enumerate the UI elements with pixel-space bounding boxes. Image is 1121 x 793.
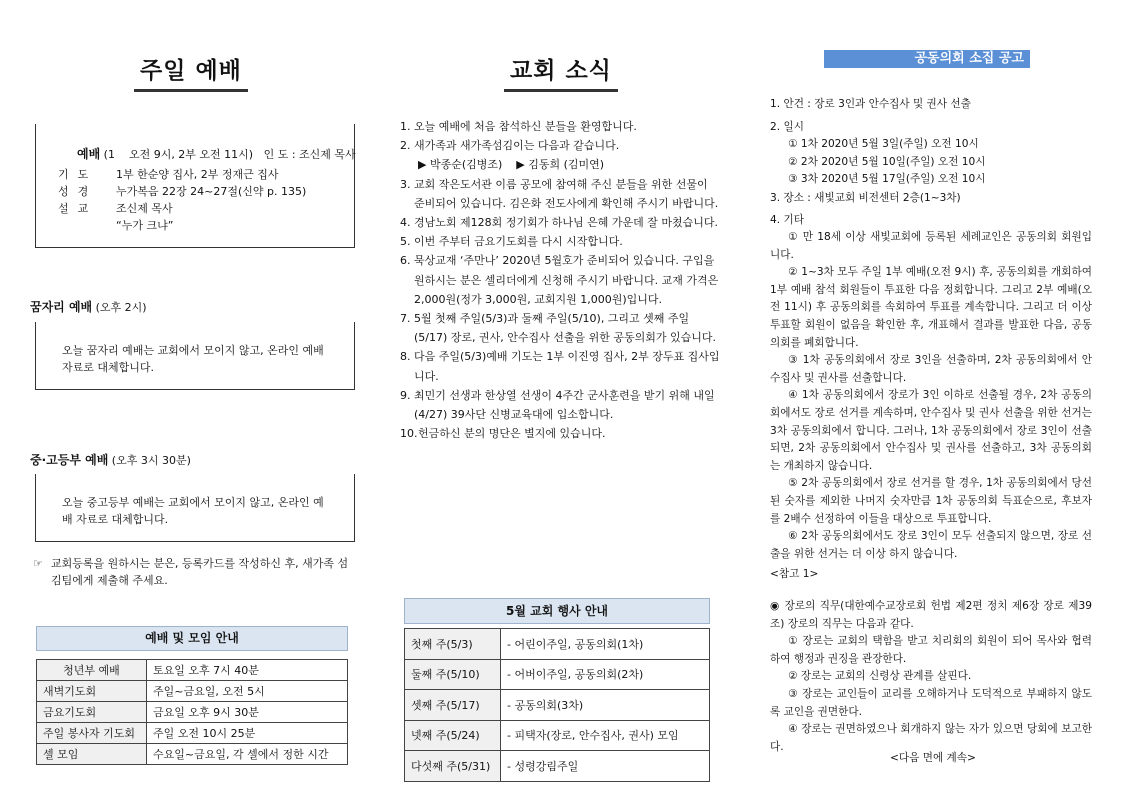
worship-title-text: 주일 예배 [140, 58, 242, 84]
item-number: 10. [400, 427, 418, 441]
worship-box [35, 124, 355, 248]
event-desc: - 어린이주일, 공동의회(1차) [501, 629, 710, 660]
notice-title: 공동의회 소집 공고 [914, 51, 1024, 66]
row-value: 조신제 목사 [116, 202, 173, 215]
news-title [510, 52, 612, 85]
event-desc: - 성령강림주일 [501, 751, 710, 782]
title-underline [134, 89, 248, 92]
list-item [400, 347, 720, 385]
meeting-name: 셀 모임 [37, 744, 147, 765]
table-row [37, 702, 348, 723]
kkumjari-name: 꿈자리 예배 [30, 300, 93, 314]
list-item: ① 만 18세 이상 새빛교회에 등록된 세례교인은 공동의회 회원입니다. [770, 231, 1092, 261]
row-key: 설교 [58, 202, 98, 215]
youth-name: 중·고등부 예배 [30, 453, 109, 467]
item-text: 5월 첫째 주일(5/3)과 둘째 주일(5/10), 그리고 셋째 주일(5/17) 장로, 권사, 안수집사 선출을 위한 공동의회가 있습니다. [414, 312, 717, 345]
table-row [37, 723, 348, 744]
item-number [400, 155, 414, 174]
item-text: 오늘 예배에 처음 참석하신 분들을 환영합니다. [414, 120, 637, 133]
item-text: 이번 주부터 금요기도회를 다시 시작합니다. [414, 235, 623, 249]
item-number: 4. [400, 216, 411, 230]
worship-row-sermon-title [58, 217, 348, 234]
kkumjari-text: 오늘 꿈자리 예배는 교회에서 모이지 않고, 온라인 예배 자료로 대체합니다. [62, 344, 324, 374]
events-table [404, 628, 710, 782]
worship-row-prayer [58, 166, 348, 183]
item-text: 새가족과 새가족섬김이는 다음과 같습니다. [414, 139, 620, 153]
table-row [405, 629, 710, 660]
event-desc: - 공동의회(3차) [501, 690, 710, 721]
list-item [400, 232, 720, 251]
item-text: ▶ 박종순(김병조) ▶ 김동희 (김미연) [418, 158, 605, 172]
row-value: 1부 한순양 집사, 2부 정재근 집사 [116, 168, 279, 181]
list-item [400, 386, 720, 424]
list-item: ② 1~3차 모두 주일 1부 예배(오전 9시) 후, 공동의회를 개회하여 1부 예배 참석 회원들이 투표한 다음 정회합니다. 그리고 2부 예배(오전 11시) 후 공동의회를 속회하여 투표를 계속합니다. 그리고 더 이상 투표할 회원이 없음을 확인한 후, 개표해서 결과를 발표한 다음, 공동의회를 폐회합니다. [770, 266, 1092, 349]
meeting-name: 청년부 예배 [37, 660, 147, 681]
youth-head [30, 451, 191, 468]
table-row [405, 659, 710, 690]
youth-time: (오후 3시 30분) [108, 454, 191, 467]
etc-list [770, 229, 1092, 563]
list-item [400, 155, 720, 174]
item-text: 다음 주일(5/3)예배 기도는 1부 이진영 집사, 2부 장두표 집사입니다. [414, 350, 720, 383]
event-week: 둘째 주(5/10) [405, 659, 501, 690]
item-number: 1. [400, 120, 411, 133]
table-row [37, 681, 348, 702]
schedule-head: 2. 일시 [770, 121, 804, 133]
item-number: 9. [400, 388, 411, 402]
table-row [37, 744, 348, 765]
list-item: ① 장로는 교회의 택함을 받고 치리회의 회원이 되어 목사와 협력하여 행정과 권징을 관장한다. [770, 635, 1092, 665]
meeting-name: 주일 봉사자 기도회 [37, 723, 147, 744]
news-list [400, 117, 720, 443]
reference-body [770, 598, 1092, 756]
list-item: ③ 3차 2020년 5월 17일(주일) 오전 10시 [788, 173, 986, 186]
kkumjari-time: (오후 2시) [92, 301, 147, 314]
event-desc: - 피택자(장로, 안수집사, 권사) 모임 [501, 720, 710, 751]
meeting-name: 금요기도회 [37, 702, 147, 723]
meeting-time: 주일 오전 10시 25분 [147, 723, 348, 744]
meeting-time: 토요일 오후 7시 40분 [147, 660, 348, 681]
meeting-time: 금요일 오후 9시 30분 [147, 702, 348, 723]
worship-row-sermon [58, 200, 348, 217]
item-number: 3. [400, 177, 411, 191]
list-item: ③ 1차 공동의회에서 장로 3인을 선출하며, 2차 공동의회에서 안수집사 및 권사를 선출합니다. [770, 354, 1092, 384]
reference-head: ◉ 장로의 직무(대한예수교장로회 헌법 제2편 정치 제6장 장로 제39조) 장로의 직무는 다음과 같다. [770, 600, 1092, 630]
item-number: 2. [400, 139, 411, 153]
list-item [400, 175, 720, 213]
list-item: ② 장로는 교회의 신령상 관계를 살핀다. [788, 670, 972, 683]
place: 3. 장소 : 새빛교회 비전센터 2층(1~3차) [770, 192, 961, 204]
table-row [37, 660, 348, 681]
row-value: “누가 크냐” [116, 219, 174, 232]
meetings-table [36, 659, 348, 765]
list-item [400, 424, 720, 443]
list-item: ④ 장로는 권면하였으나 회개하지 않는 자가 있으면 당회에 보고한다. [770, 723, 1092, 753]
list-item [400, 136, 720, 155]
worship-head-label: 예배 [76, 147, 101, 161]
kkumjari-head [30, 298, 147, 315]
item-text: 경남노회 제128회 정기회가 하나님 은혜 가운데 잘 마쳤습니다. [414, 216, 718, 230]
worship-rows [58, 166, 348, 234]
list-item [400, 117, 720, 136]
pointer-icon: ☞ [33, 557, 43, 570]
registration-note-text: 교회등록을 원하시는 분은, 등록카드를 작성하신 후, 새가족 섬김팀에게 제출해 주세요. [51, 557, 349, 587]
table-row [405, 690, 710, 721]
title-underline [504, 89, 618, 92]
item-text: 묵상교재 ‘주만나’ 2020년 5월호가 준비되어 있습니다. 구입을 원하시는 분은 셀리더에게 신청해 주시기 바랍니다. 교재 가격은 2,000원(정가 3,000원, 교회지원 1,000원)입니다. [414, 254, 719, 306]
item-text: 교회 작은도서관 이름 공모에 참여해 주신 분들을 위한 선물이 준비되어 있습니다. 김은화 전도사에게 확인해 주시기 바랍니다. [414, 177, 719, 210]
meetings-title: 예배 및 모임 안내 [36, 626, 348, 651]
notice-title-bar [824, 50, 1030, 68]
list-item: ⑥ 2차 공동의회에서도 장로 3인이 모두 선출되지 않으면, 장로 선출을 위한 선거는 더 이상 하지 않습니다. [770, 530, 1092, 560]
row-key: 성경 [58, 185, 98, 198]
item-text: 헌금하신 분의 명단은 별지에 있습니다. [418, 427, 606, 441]
list-item: ⑤ 2차 공동의회에서 장로 선거를 할 경우, 1차 공동의회에서 당선된 숫자를 제외한 나머지 숫자만큼 1차 공동의회 득표순으로, 후보자를 2배수 선정하여 이들을 대상으로 투표합니다. [770, 477, 1092, 525]
event-week: 첫째 주(5/3) [405, 629, 501, 660]
agenda: 1. 안건 : 장로 3인과 안수집사 및 권사 선출 [770, 98, 971, 110]
news-title-text: 교회 소식 [510, 58, 612, 84]
row-value: 누가복음 22장 24~27절(신약 p. 135) [116, 185, 307, 198]
schedule-list [788, 136, 1110, 189]
event-desc: - 어버이주일, 공동의회(2차) [501, 659, 710, 690]
item-number: 6. [400, 254, 411, 268]
event-week: 다섯째 주(5/31) [405, 751, 501, 782]
event-week: 넷째 주(5/24) [405, 720, 501, 751]
kkumjari-box [35, 322, 355, 390]
event-week: 셋째 주(5/17) [405, 690, 501, 721]
item-number: 5. [400, 235, 411, 249]
worship-head-detail: (1 오전 9시, 2부 오전 11시) 인 도 : 조신제 목사 [100, 148, 356, 161]
youth-box [35, 474, 355, 542]
registration-note [33, 555, 353, 589]
item-text: 최민기 선생과 한상열 선생이 4주간 군사훈련을 받기 위해 내일(4/27) 39사단 신병교육대에 입소합니다. [414, 388, 715, 422]
meeting-time: 주일~금요일, 오전 5시 [147, 681, 348, 702]
list-item: ③ 장로는 교인들이 교리를 오해하거나 도덕적으로 부패하지 않도록 교인을 권면한다. [770, 687, 1092, 718]
row-key: 기도 [58, 168, 98, 181]
table-row [405, 751, 710, 782]
list-item [400, 213, 720, 232]
etc-head: 4. 기타 [770, 214, 804, 226]
row-key [58, 217, 116, 234]
list-item: ② 2차 2020년 5월 10일(주일) 오전 10시 [788, 155, 986, 168]
worship-row-scripture [58, 183, 348, 200]
item-number: 8. [400, 350, 411, 364]
list-item: ④ 1차 공동의회에서 장로가 3인 이하로 선출될 경우, 2차 공동의회에서도 장로 선거를 계속하며, 안수집사 및 권사 선출을 위한 선거는 3차 공동의회에서 합니다. 그러나, 1차 공동의회에서 장로 3인이 선출되면, 2차 공동의회에서 안수집사 및 권사를 선출하고, 3차 공동의회는 개최하지 않습니다. [770, 389, 1092, 472]
list-item: ① 1차 2020년 5월 3일(주일) 오전 10시 [788, 138, 979, 150]
events-title: 5월 교회 행사 안내 [404, 598, 710, 624]
meeting-name: 새벽기도회 [37, 681, 147, 702]
meeting-time: 수요일~금요일, 각 셀에서 정한 시간 [147, 744, 348, 765]
list-item [400, 309, 720, 347]
item-number: 7. [400, 312, 411, 326]
reference-label: <참고 1> [770, 568, 819, 580]
list-item [400, 251, 720, 309]
continued-note: <다음 면에 계속> [890, 752, 976, 764]
table-row [405, 720, 710, 751]
youth-text: 오늘 중고등부 예배는 교회에서 모이지 않고, 온라인 예배 자료로 대체합니다. [62, 496, 324, 526]
worship-title [140, 52, 242, 85]
